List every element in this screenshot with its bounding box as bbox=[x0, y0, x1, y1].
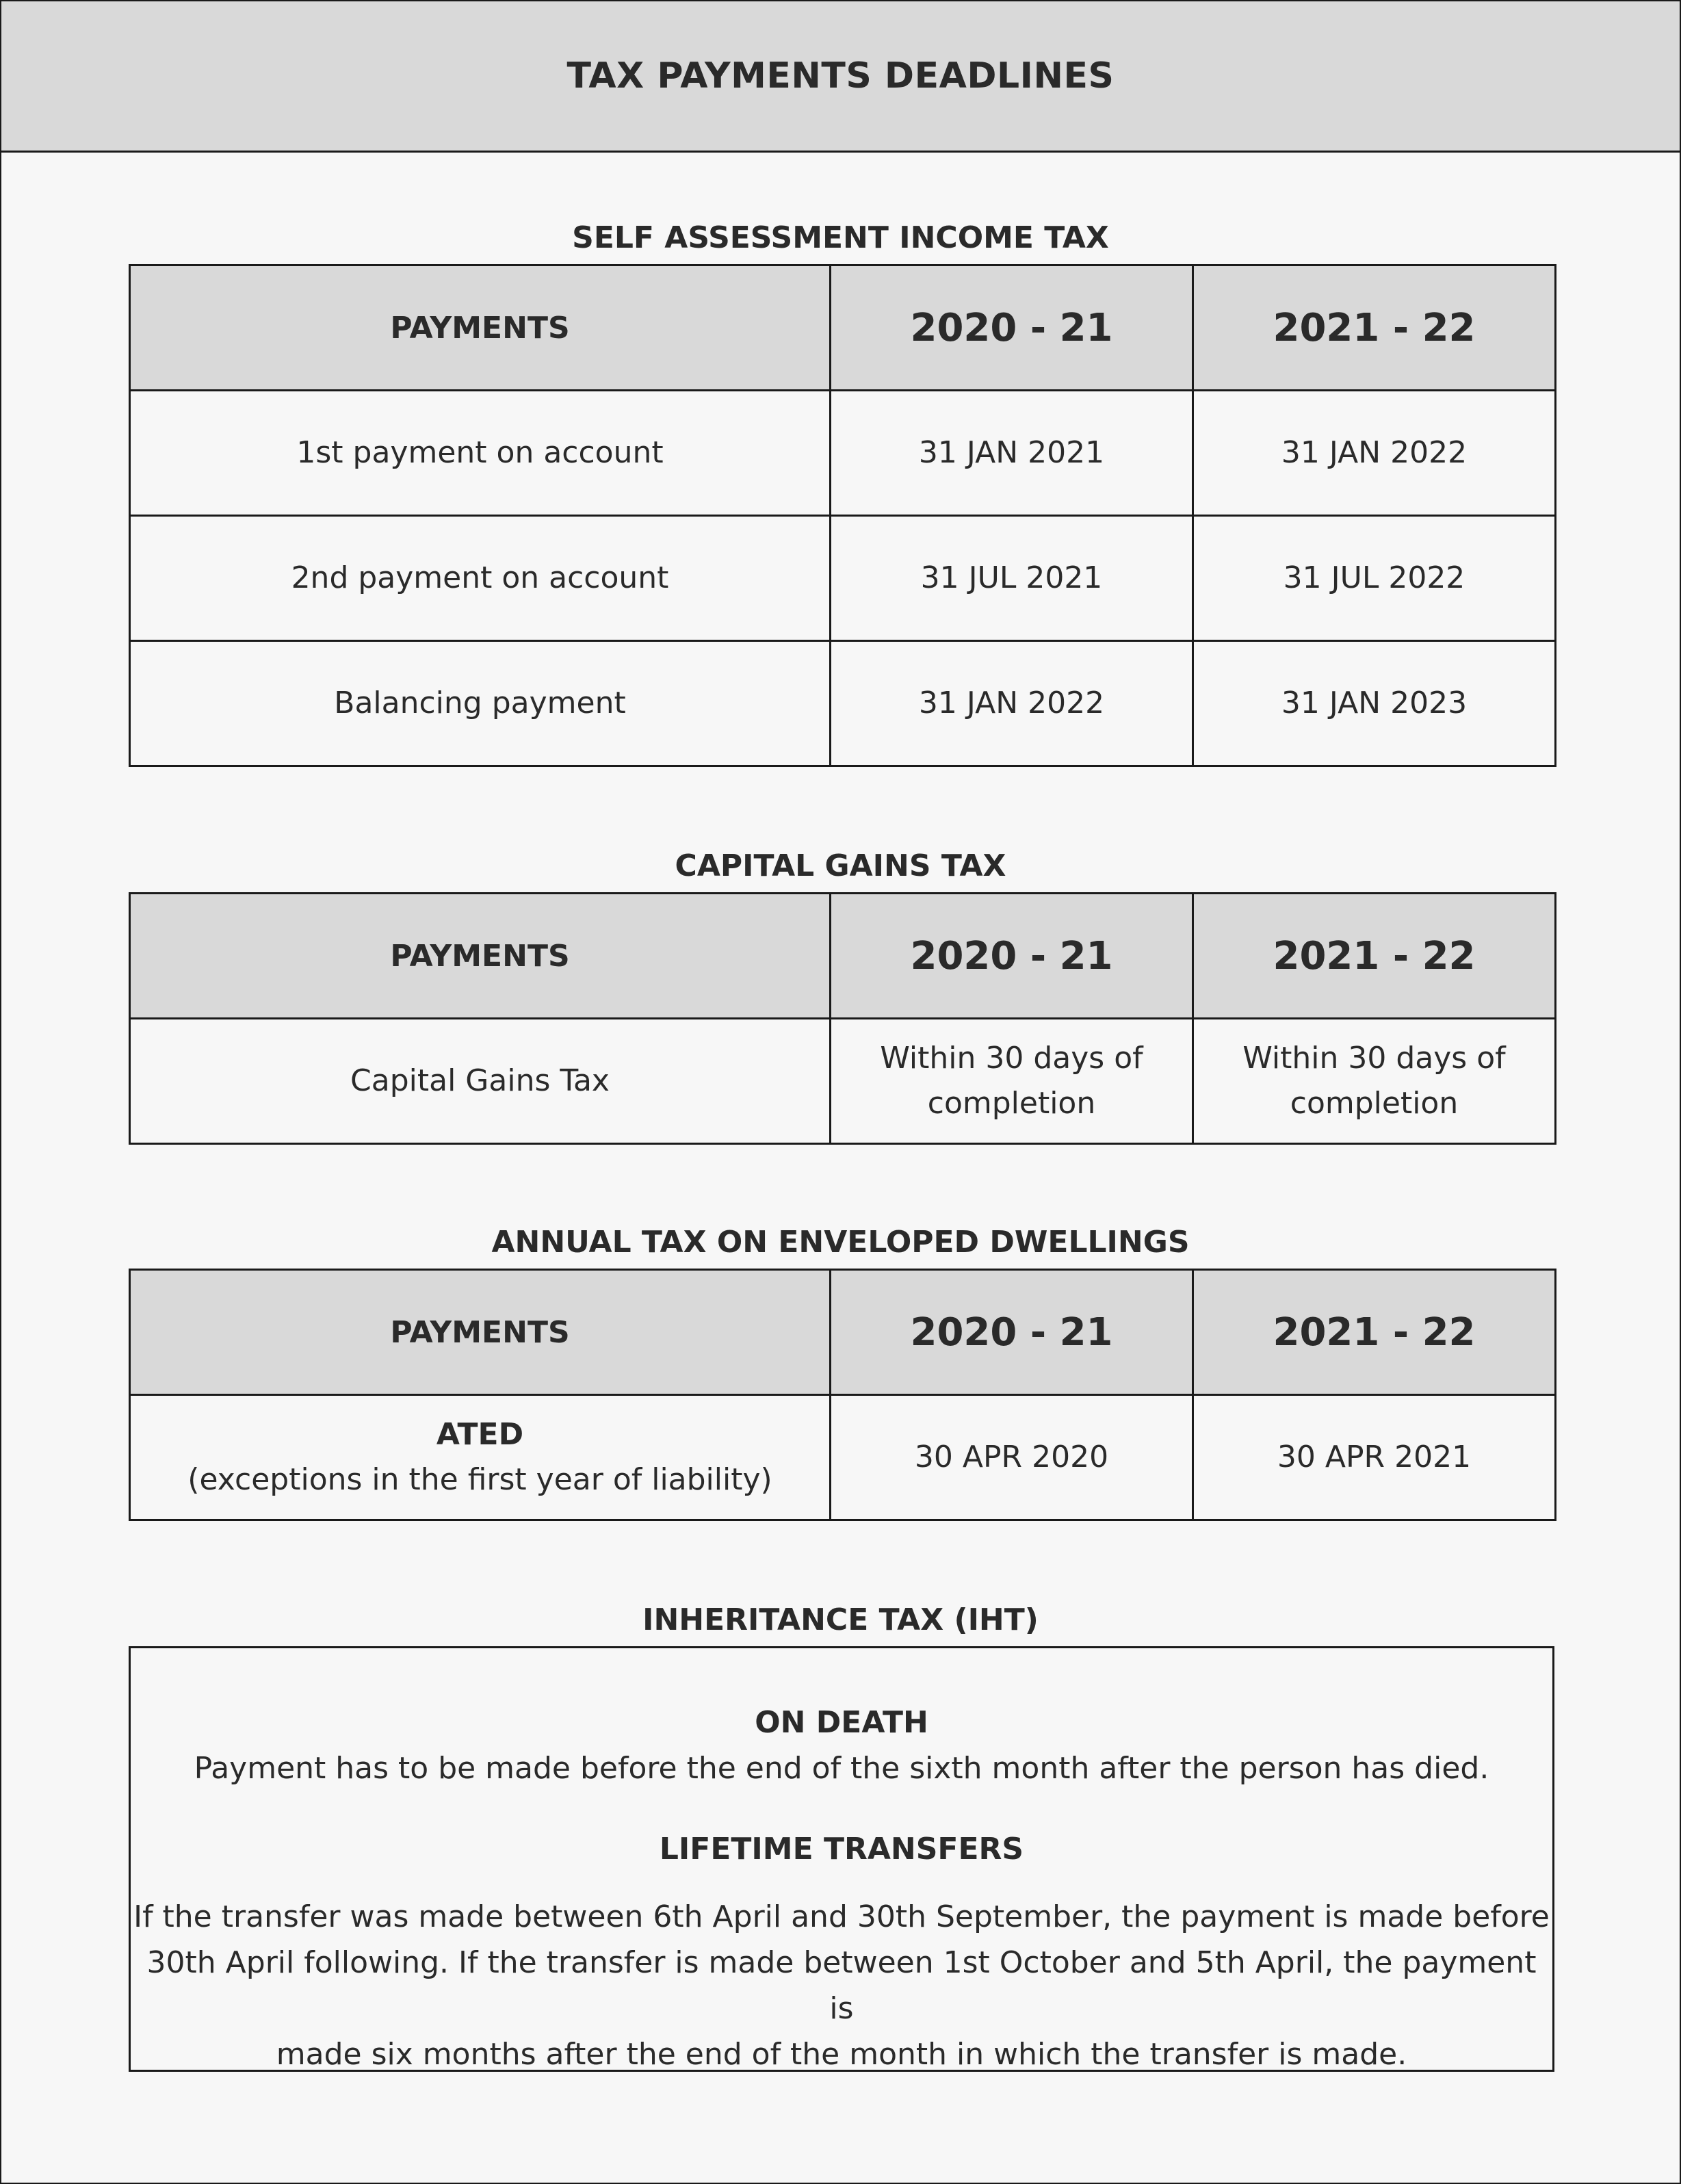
column-header: 2021 - 22 bbox=[1193, 1270, 1556, 1395]
on-death-heading: ON DEATH bbox=[755, 1705, 928, 1740]
ated-title: ANNUAL TAX ON ENVELOPED DWELLINGS bbox=[491, 1225, 1190, 1260]
iht-title: INHERITANCE TAX (IHT) bbox=[642, 1602, 1039, 1637]
payment-type-cell: 1st payment on account bbox=[130, 391, 831, 516]
table-row bbox=[130, 391, 1556, 516]
column-header: 2021 - 22 bbox=[1193, 265, 1556, 391]
deadline-cell: 31 JUL 2022 bbox=[1193, 516, 1556, 641]
self-assessment-title: SELF ASSESSMENT INCOME TAX bbox=[572, 220, 1109, 255]
lifetime-transfers-line: 30th April following. If the transfer is made between 1st October and 5th April, the payment is bbox=[146, 1945, 1537, 2026]
table-header-row bbox=[130, 265, 1556, 391]
payment-type-cell bbox=[130, 1395, 831, 1520]
lifetime-transfers-line: If the transfer was made between 6th April and 30th September, the payment is made before bbox=[133, 1899, 1550, 1934]
iht-box bbox=[129, 1646, 1554, 2072]
lifetime-transfers-heading: LIFETIME TRANSFERS bbox=[659, 1832, 1024, 1867]
column-header: PAYMENTS bbox=[130, 265, 831, 391]
deadline-cell: 31 JAN 2023 bbox=[1193, 641, 1556, 766]
ated-label: ATED bbox=[436, 1417, 524, 1452]
table-row bbox=[130, 1395, 1556, 1520]
table-row bbox=[130, 641, 1556, 766]
deadline-cell: 30 APR 2021 bbox=[1193, 1395, 1556, 1520]
deadline-cell: Within 30 days of completion bbox=[1193, 1019, 1556, 1144]
column-header: 2021 - 22 bbox=[1193, 894, 1556, 1019]
table-row bbox=[130, 516, 1556, 641]
self-assessment-table bbox=[129, 264, 1556, 767]
deadline-cell: 30 APR 2020 bbox=[831, 1395, 1193, 1520]
capital-gains-title: CAPITAL GAINS TAX bbox=[675, 848, 1006, 883]
column-header: 2020 - 21 bbox=[831, 265, 1193, 391]
payment-type-cell: Capital Gains Tax bbox=[130, 1019, 831, 1144]
column-header: 2020 - 21 bbox=[831, 1270, 1193, 1395]
page-title: TAX PAYMENTS DEADLINES bbox=[1, 1, 1680, 153]
deadline-cell: 31 JAN 2022 bbox=[831, 641, 1193, 766]
table-header-row bbox=[130, 1270, 1556, 1395]
column-header: PAYMENTS bbox=[130, 894, 831, 1019]
table-header-row bbox=[130, 894, 1556, 1019]
deadline-cell: 31 JAN 2022 bbox=[1193, 391, 1556, 516]
ated-note: (exceptions in the first year of liability) bbox=[187, 1462, 772, 1497]
deadline-cell: 31 JUL 2021 bbox=[831, 516, 1193, 641]
capital-gains-table bbox=[129, 892, 1556, 1145]
ated-table bbox=[129, 1269, 1556, 1521]
column-header: PAYMENTS bbox=[130, 1270, 831, 1395]
table-row bbox=[130, 1019, 1556, 1144]
deadline-cell: 31 JAN 2021 bbox=[831, 391, 1193, 516]
payment-type-cell: Balancing payment bbox=[130, 641, 831, 766]
lifetime-transfers-line: made six months after the end of the month in which the transfer is made. bbox=[276, 2037, 1407, 2072]
column-header: 2020 - 21 bbox=[831, 894, 1193, 1019]
on-death-text: Payment has to be made before the end of the sixth month after the person has died. bbox=[194, 1751, 1489, 1786]
payment-type-cell: 2nd payment on account bbox=[130, 516, 831, 641]
deadline-cell: Within 30 days of completion bbox=[831, 1019, 1193, 1144]
